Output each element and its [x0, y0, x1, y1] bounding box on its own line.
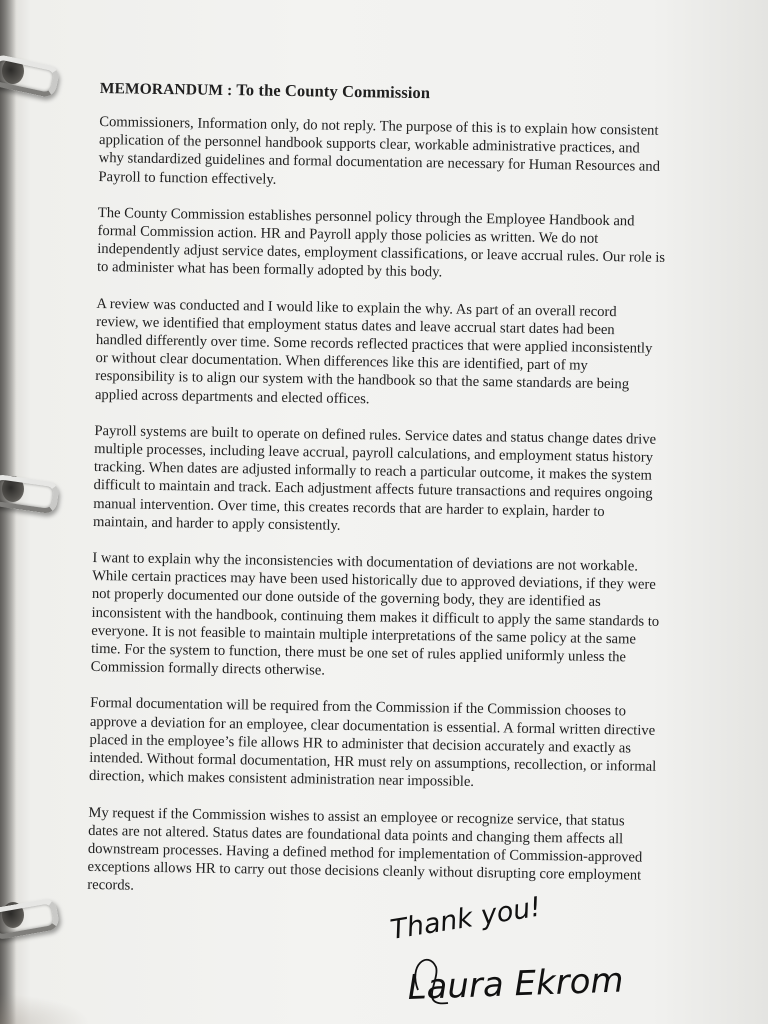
page-corner-shadow	[0, 994, 90, 1024]
handwritten-closing: Thank you!	[388, 891, 544, 946]
binder-edge-shadow	[0, 0, 16, 1024]
memo-title-prefix: MEMORANDUM :	[99, 79, 237, 100]
memo-title-recipient: To the County Commission	[236, 80, 431, 103]
handwritten-signature-name: Laura Ekrom	[406, 960, 625, 1008]
memo-paragraph-review: A review was conducted and I would like to explain the why. As part of an overall record review, we identified that employment status dates and leave accrual start dates had been handled differently over time. Some records reflected practices that were applied inconsistently or without clear documentation. When differences like this are identified, part of my responsibility is to align our system with the handbook so that the same standards are being applied across departments and elected offices.	[94, 295, 653, 407]
signature-block	[388, 891, 688, 1015]
memo-paragraph-formal-documentation: Formal documentation will be required from the Commission if the Commission chooses to approve a deviation for an employee, clear documentation is essential. A formal written directive placed in the employee’s file allows HR to administer that decision accurately and exactly as intended. Without formal documentation, HR must rely on assumptions, recollection, or informal direction, which makes consistent administration near impossible.	[88, 695, 657, 791]
handwritten-signature	[388, 891, 688, 1015]
memo-paragraph-inconsistencies: I want to explain why the inconsistencies with documentation of deviations are not workable. While certain practices may have been used historically due to approved deviations, if they were not properly documented our done outside of the governing body, they are identified as inconsistent with the handbook, continuing them makes it difficult to apply the same standards to everyone. It is not feasible to maintain multiple interpretations of the same policy at the same time. For the system to function, there must be one set of rules applied uniformly unless the Commission formally directs otherwise.	[90, 550, 660, 679]
memo-paragraph-policy-role: The County Commission establishes personnel policy through the Employee Handbook and formal Commission action. HR and Payroll apply those policies as written. We do not independently adjust service dates, employment classifications, or leave accrual rules. Our role is to administer what has been formally adopted by this body.	[96, 204, 666, 281]
memo-paragraph-payroll-systems: Payroll systems are built to operate on defined rules. Service dates and status change dates drive multiple processes, including leave accrual, payroll calculations, and employment status history tracking. When dates are adjusted informally to reach a particular outcome, it makes the system difficult to maintain and track. Each adjustment affects future transactions and requires ongoing manual intervention. Over time, this creates records that are harder to explain, harder to maintain, and harder to apply consistently.	[92, 422, 657, 534]
memo-paragraph-purpose: Commissioners, Information only, do not reply. The purpose of this is to explain how consistent application of the personnel handbook supports clear, workable administrative practices, and why standardized guidelines and formal documentation are necessary for Human Resources and Payroll to function effectively.	[98, 113, 661, 188]
memo-body	[87, 78, 740, 922]
memo-title	[100, 78, 740, 108]
memo-paragraph-request: My request if the Commission wishes to assist an employee or recognize service, that status dates are not altered. Status dates are foundational data points and changing them affects all downstream processes. Having a defined method for implementation of Commission-approved exceptions allows HR to carry out those decisions cleanly without disrupting core employment records.	[87, 804, 643, 894]
